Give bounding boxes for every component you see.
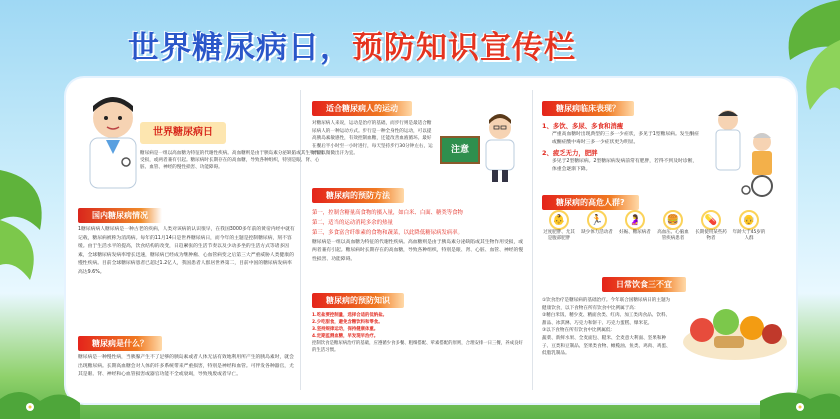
risk-group-list [542, 210, 766, 242]
attention-sign [440, 136, 480, 164]
what-is-diabetes-text: 糖尿病是一种慢性病，当胰腺产生不了足够的胰岛素或者人体无法有效地利用所产生的胰岛素时，就会出现糖尿病。长期高血糖会对人体的许多系统带来严重损害，特别是神经和血管。可伴发各种器官，尤其是眼、肾、神经和心血管损害或器官功能不全或衰竭，导致残废或者早亡。 [78, 355, 294, 378]
risk-group-item [618, 210, 652, 242]
risk-group-label: 缺少体力活动者 [581, 230, 613, 235]
symptom-2: 2、疲乏无力，肥胖 [542, 148, 598, 157]
prevention-methods-section [312, 183, 524, 264]
prevention-knowledge-header: 糖尿病的预防知识 [312, 293, 404, 308]
symptom-2-text: 多见于2型糖尿病。2型糖尿病发病前常有肥胖，若得不到及时诊断，体重会逐渐下降。 [552, 158, 698, 173]
intro-text: 糖尿病是一组以高血糖为特征的代谢性疾病。高血糖则是由于胰岛素分泌缺陷或其生物作用受损，或两者兼有引起。糖尿病时长期存在的高血糖，导致各种组织，特别是眼、肾、心脏、血管、神经的慢性损害、功能障碍。 [140, 151, 324, 171]
risk-group-label: 高血压、心脑血管疾病患者 [657, 230, 689, 241]
prevention-point-2: 第二，适当的运动消耗多余的热量 [312, 220, 393, 226]
pregnancy-icon: 🤰 [625, 210, 645, 230]
prevention-point-1: 第一，控制含糖量高食物的摄入量，如白米、白面、糖类等食物 [312, 210, 463, 216]
risk-group-item [542, 210, 576, 242]
prevention-point-3: 第三，多食富含纤维素的食物和蔬菜，以此降低糖尿病发病率。 [312, 230, 463, 236]
exercise-header: 适合糖尿病人的运动 [312, 101, 412, 116]
what-is-diabetes-header: 糖尿病是什么？ [78, 336, 162, 351]
title-part1: 世界糖尿病日， [128, 30, 352, 66]
intro-card [78, 92, 328, 202]
clinical-section [542, 96, 788, 175]
what-is-diabetes-section [78, 331, 296, 380]
column-divider [532, 90, 533, 390]
knowledge-point-4: 4.定期监测血糖，早发现早治疗。 [312, 334, 379, 339]
diet-section [542, 272, 792, 358]
diet-header: 日常饮食三不宜 [602, 277, 686, 292]
teacher-illustration [478, 114, 522, 184]
symptom-1-text: 严重高血糖时出现典型的三多一少症状，多见于1型糖尿病。发生酮症或酮症酸中毒时三多一少症状更为明显。 [552, 132, 699, 146]
risk-group-item [580, 210, 614, 242]
grass-decoration [0, 379, 840, 419]
prevention-methods-header: 糖尿病的预防方法 [312, 188, 404, 203]
domestic-situation-header: 国内糖尿病情况 [78, 208, 162, 223]
diet-point-3: ③以下食物在所有饮食中比例属低： [542, 328, 616, 334]
prevention-methods-text: 糖尿病是一组以高血糖为特征的代谢性疾病。高血糖则是由于胰岛素分泌缺陷或其生物作用受损，或两者兼有引起。糖尿病时长期存在的高血糖，导致各种组织，特别是眼、肾、心脏、血管、神经的慢性损害、功能障碍。 [312, 240, 524, 262]
knowledge-point-3: 3.坚持规律运动，保持健康体重。 [312, 327, 379, 332]
food-icon: 🍔 [663, 210, 683, 230]
overweight-icon: 👶 [549, 210, 569, 230]
healthy-food-illustration [680, 292, 790, 362]
risk-group-label: 过度肥胖、尤其是腹部肥胖 [543, 230, 575, 241]
risk-group-item [694, 210, 728, 242]
pill-icon: 💊 [701, 210, 721, 230]
risk-group-label: 妊娠、糖尿病者 [619, 230, 651, 235]
page-title [128, 22, 728, 68]
title-part2: 预防知识宣传栏 [352, 30, 576, 66]
world-diabetes-day-badge: 世界糖尿病日 [140, 122, 226, 144]
risk-group-label: 长期使用某些药物者 [695, 230, 727, 241]
high-risk-header: 糖尿病的高危人群? [542, 195, 639, 210]
domestic-situation-section [78, 203, 296, 278]
diet-point-2: ②精白米饭、精少麦、精面食类、红肉、加工类肉食品、饮料、甜品、冰淇淋、巧克力和饼干、巧克力蛋糕、爆米花。 [542, 313, 671, 326]
risk-group-label: 年龄大于45岁的人群 [732, 230, 766, 241]
symptom-1: 1、多饮、多尿、多食和消瘦 [542, 122, 624, 130]
leaf-decoration-left [0, 150, 60, 290]
risk-group-item [732, 210, 766, 242]
prevention-knowledge-section [312, 288, 524, 354]
elderly-care-illustration [706, 106, 786, 198]
exercise-icon: 🏃 [587, 210, 607, 230]
clinical-header: 糖尿病临床表现？ [542, 101, 634, 116]
knowledge-point-1: 1.吃盐要控制量，选择合适的低钠盐。 [312, 313, 387, 318]
diet-point-4: 蔬菜、新鲜水果、全麦面包、糙米、全麦意大利面、坚果和种子、豆类和豆制品、坚果类食物、橄榄油、鱼类、鸡肉、鸡蛋、低脂乳制品。 [542, 335, 671, 357]
doctor-illustration [78, 92, 148, 196]
high-risk-section [542, 190, 792, 241]
exercise-text: 对糖尿病人来说，运动是治疗的基础，而步行则是最适合糖尿病人的一种运动方式。步行是一种全身性的运动，可以提高胰岛素敏感性，有效控制血糖，还能改善血液循环。最好在餐后半小时至一小时进行，每天坚持步行30分钟左右，运动量以微微出汗为宜。 [312, 121, 433, 157]
prevention-knowledge-text: 控制饮食是糖尿病治疗的基础，应遵循少食多餐、粗细搭配、荤素搭配的原则，合理安排一日三餐，养成良好的生活习惯。 [312, 341, 523, 353]
knowledge-point-2: 2.少吃甜食，避免含糖饮料和零食。 [312, 320, 383, 325]
attention-sign-label: 注意 [450, 145, 469, 155]
risk-group-item [656, 210, 690, 242]
domestic-situation-text: 1糖尿病病人糖尿病是一种古老的疾病，人类对该病的认识很早，在我国3000多年前的黄帝内经中就有记载，糖尿病被称为消渴病。每年的11月14日是世界糖尿病日，而今年的主题是控制糖尿病，刻不容缓。由于生活水平的提高，饮食结构的改变，日趋紧张的生活节奏以及少动多坐的生活方式等诸多因素，全球糖尿病发病率增长迅速，糖尿病已经成为继肿瘤、心血管病变之后第三大严重威胁人类健康的慢性疾病。目前全球糖尿病患者已超过1.2亿人，我国患者人群居世界第二，目前中国的糖尿病发病率高达9.6%。 [78, 227, 295, 275]
diet-point-1: ①饮食治疗是糖尿病的基础治疗。今年联合国糖尿病日的主题为健康饮食，以下食物在所有饮食中比例属于高： [542, 298, 671, 311]
exercise-section [312, 96, 524, 158]
elderly-icon: 👴 [739, 210, 759, 230]
